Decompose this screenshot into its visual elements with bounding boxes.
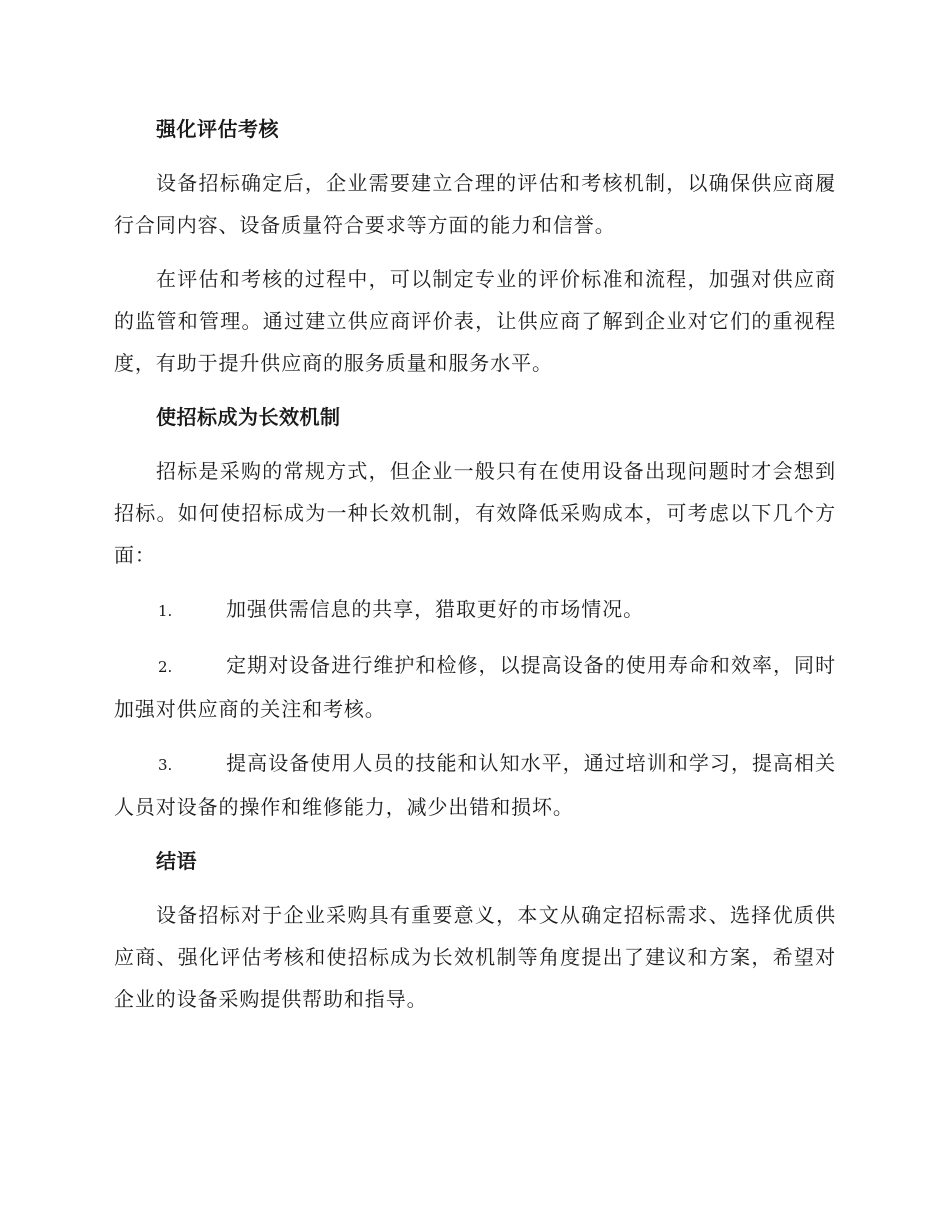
list-item-number: 3. xyxy=(158,756,173,774)
paragraph: 设备招标确定后，企业需要建立合理的评估和考核机制，以确保供应商履行合同内容、设备质量符合要求等方面的能力和信誉。 xyxy=(114,171,836,237)
list-item-text: 提高设备使用人员的技能和认知水平，通过培训和学习，提高相关人员对设备的操作和维修能力，减少出错和损坏。 xyxy=(114,751,836,819)
paragraph: 设备招标对于企业采购具有重要意义，本文从确定招标需求、选择优质供应商、强化评估考核和使招标成为长效机制等角度提出了建议和方案，希望对企业的设备采购提供帮助和指导。 xyxy=(114,903,836,1011)
paragraph: 招标是采购的常规方式，但企业一般只有在使用设备出现问题时才会想到招标。如何使招标成为一种长效机制，有效降低采购成本，可考虑以下几个方面： xyxy=(114,459,836,567)
section-heading-evaluation: 强化评估考核 xyxy=(156,117,279,141)
list-item-text: 定期对设备进行维护和检修，以提高设备的使用寿命和效率，同时加强对供应商的关注和考核。 xyxy=(114,653,836,721)
list-item-number: 2. xyxy=(158,658,173,676)
section-heading-long-term-mechanism: 使招标成为长效机制 xyxy=(156,405,341,429)
list-item xyxy=(114,588,836,632)
section-heading-conclusion: 结语 xyxy=(156,849,197,873)
list-item xyxy=(114,742,836,828)
list-item xyxy=(114,644,836,730)
list-item-text: 加强供需信息的共享，猎取更好的市场情况。 xyxy=(226,597,644,621)
list-item-number: 1. xyxy=(158,602,173,620)
paragraph: 在评估和考核的过程中，可以制定专业的评价标准和流程，加强对供应商的监管和管理。通过建立供应商评价表，让供应商了解到企业对它们的重视程度，有助于提升供应商的服务质量和服务水平。 xyxy=(114,267,836,375)
document-body xyxy=(114,108,836,1032)
